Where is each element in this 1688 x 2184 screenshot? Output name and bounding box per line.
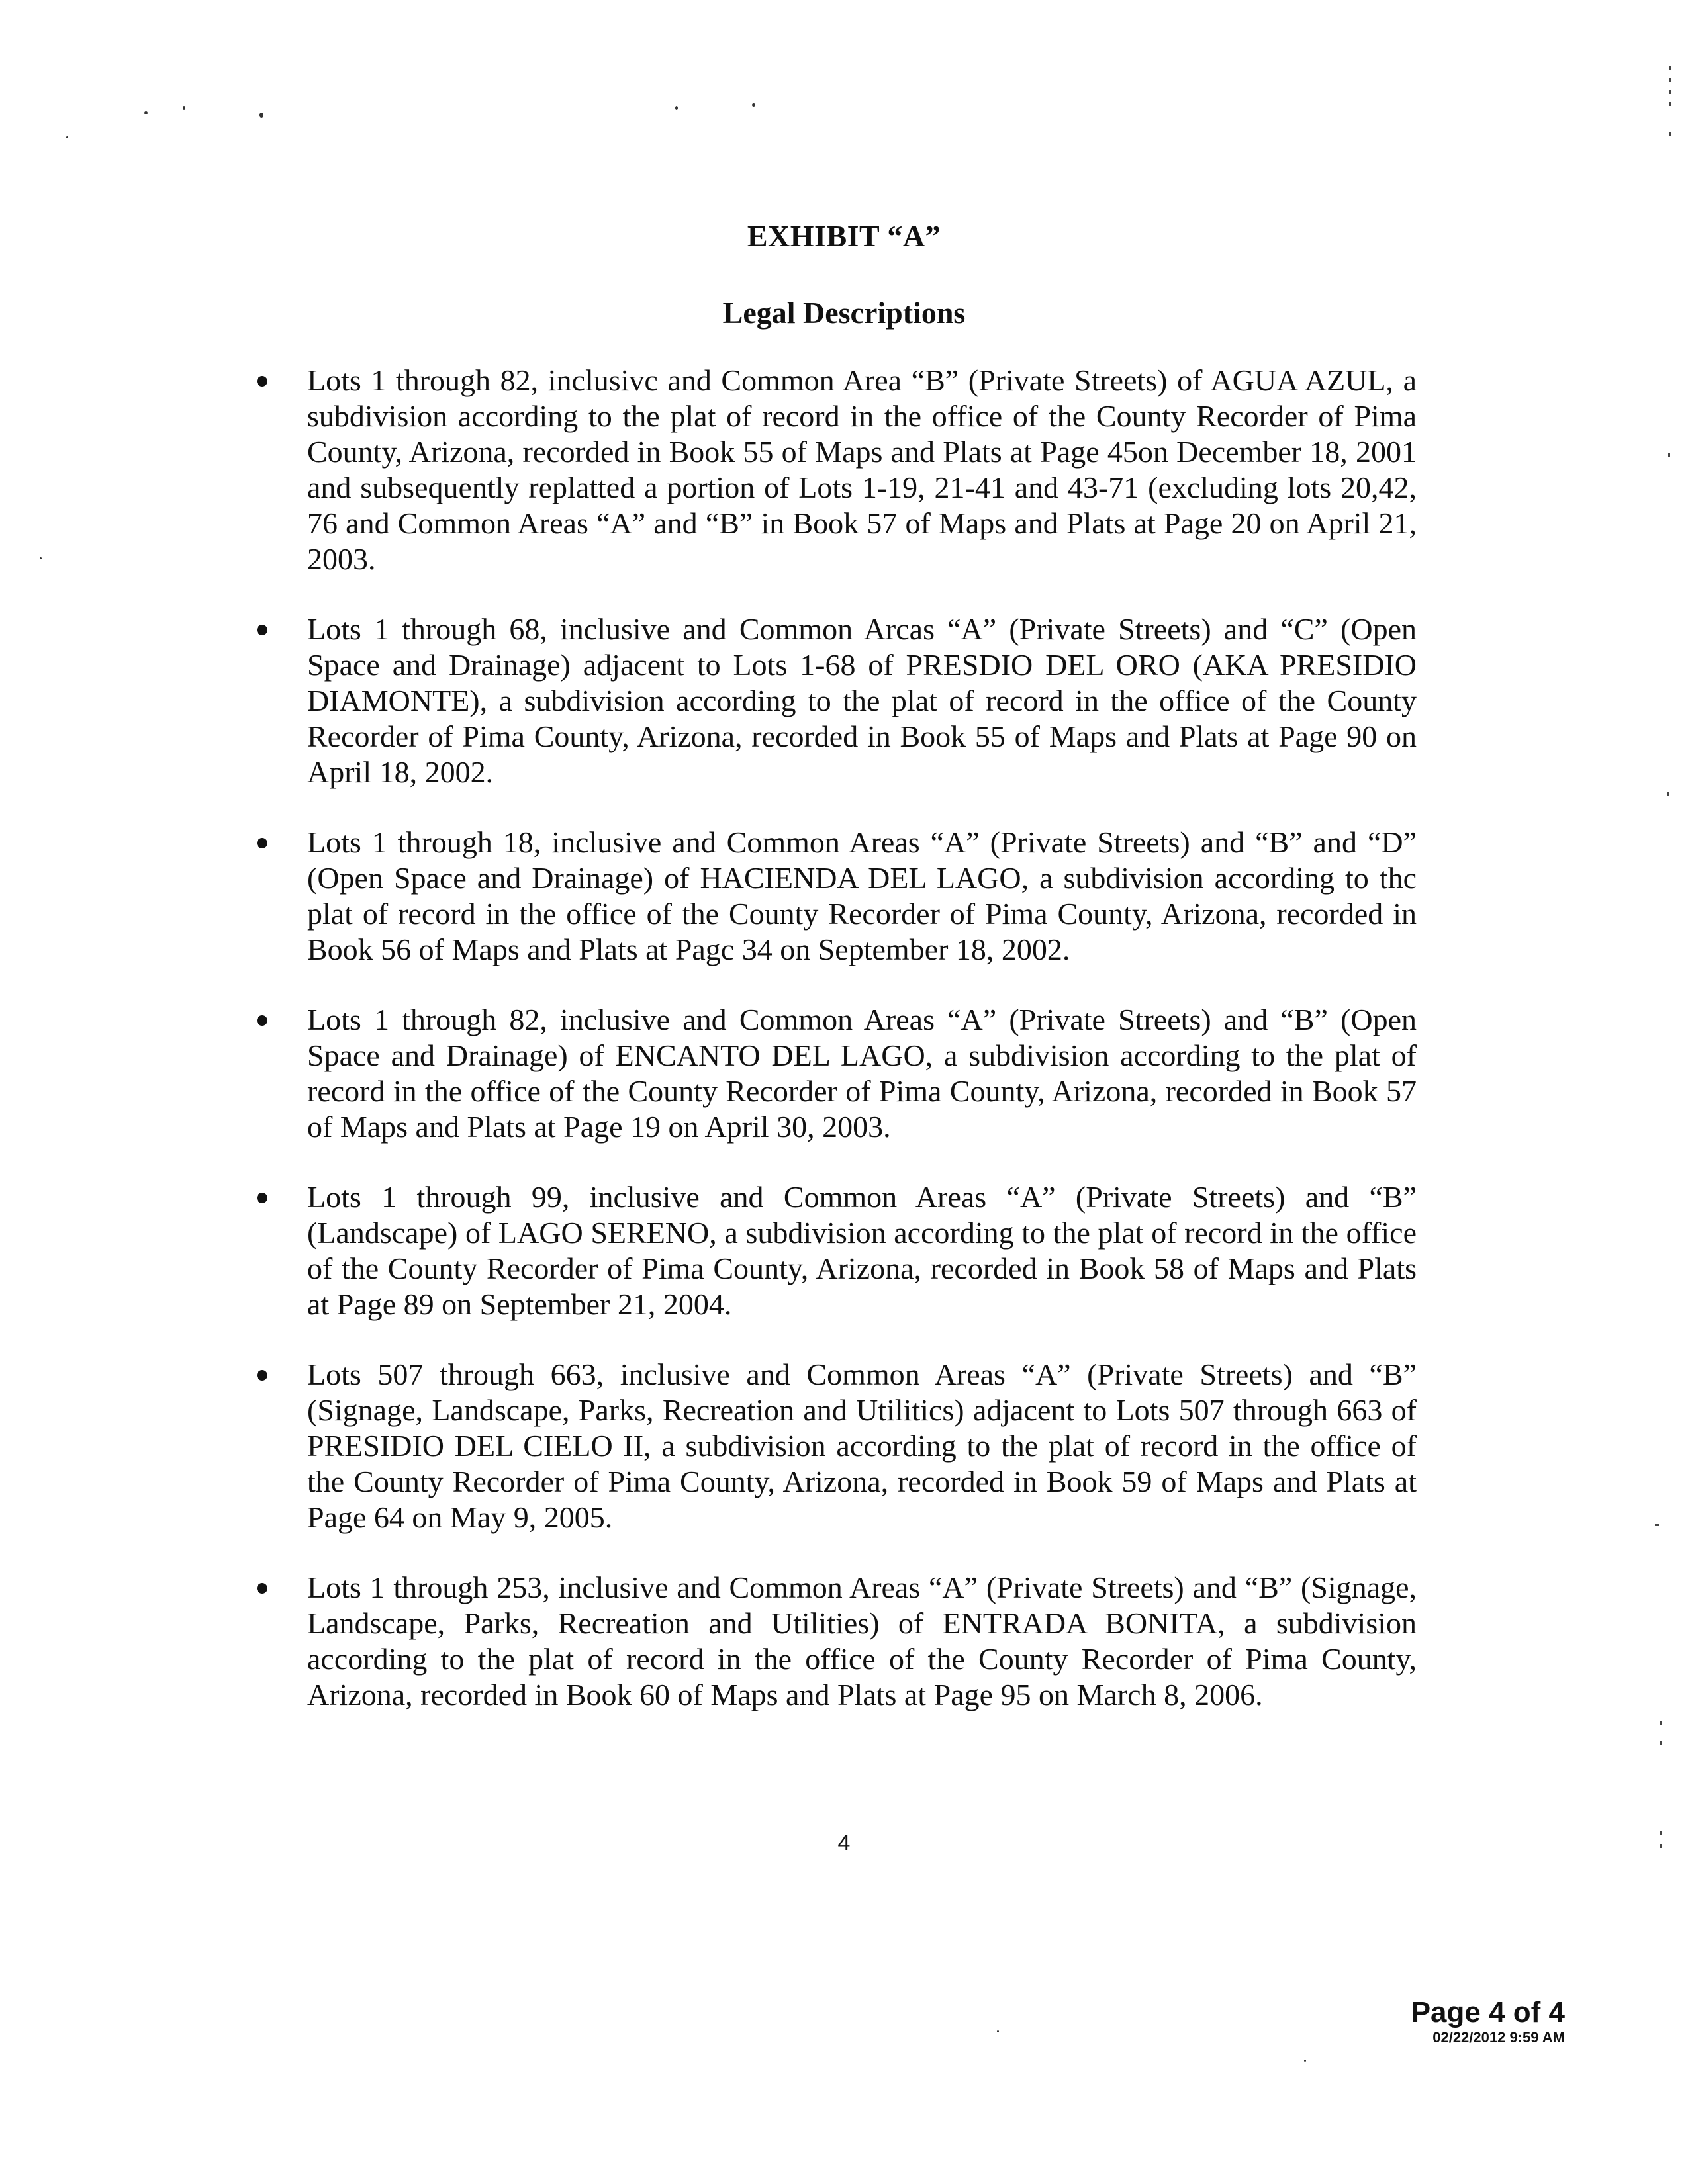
edge-mark <box>1660 1741 1662 1745</box>
edge-mark <box>1660 1721 1662 1725</box>
list-item-text: Lots 1 through 82, inclusive and Common Areas “A” (Private Streets) and “B” (Open Space and Drainage) of ENCANTO DEL LAGO, a subdivision according to the plat of record in the office of the County Recorder of Pima County, Arizona, recorded in Book 57 of Maps and Plats at Page 19 on April 30, 2003. <box>307 1003 1417 1144</box>
list-item-text: Lots 1 through 18, inclusive and Common Areas “A” (Private Streets) and “B” and “D” (Open Space and Drainage) of HACIENDA DEL LAGO, a subdivision according to thc plat of record in the office of the County Recorder of Pima County, Arizona, recorded in Book 56 of Maps and Plats at Pagc 34 on September 18, 2002. <box>307 825 1417 966</box>
edge-mark <box>1669 78 1671 82</box>
edge-mark <box>1669 132 1671 136</box>
scan-speck <box>997 2030 999 2032</box>
scan-speck <box>40 557 42 559</box>
edge-mark <box>1669 90 1671 94</box>
stamp-datetime: 02/22/2012 9:59 AM <box>1432 2029 1565 2046</box>
bullet-icon <box>257 1370 267 1381</box>
scan-speck <box>66 136 68 138</box>
bullet-icon <box>257 838 267 848</box>
edge-mark <box>1655 1524 1659 1526</box>
bullet-icon <box>257 625 267 635</box>
list-item <box>252 612 1417 790</box>
edge-mark <box>1667 792 1669 796</box>
bullet-icon <box>257 1583 267 1594</box>
scan-speck <box>144 111 148 114</box>
scan-speck <box>259 113 263 118</box>
scan-speck <box>1304 2060 1306 2062</box>
bullet-icon <box>257 1015 267 1026</box>
list-item <box>252 363 1417 577</box>
edge-mark <box>1669 66 1671 70</box>
scan-speck <box>183 106 185 110</box>
list-item-text: Lots 1 through 99, inclusive and Common Areas “A” (Private Streets) and “B” (Landscape) of LAGO SERENO, a subdivision according to the plat of record in the office of the County Recorder of Pima County, Arizona, recorded in Book 58 of Maps and Plats at Page 89 on September 21, 2004. <box>307 1180 1417 1321</box>
bullet-icon <box>257 1193 267 1203</box>
list-item <box>252 1570 1417 1713</box>
scan-speck <box>752 103 755 107</box>
list-item-text: Lots 507 through 663, inclusive and Common Areas “A” (Private Streets) and “B” (Signage, Landscape, Parks, Recreation and Utilitics) adjacent to Lots 507 through 663 of PRESIDIO DEL CIELO II, a subdivision according to the plat of record in the office of the County Recorder of Pima County, Arizona, recorded in Book 59 of Maps and Plats at Page 64 on May 9, 2005. <box>307 1357 1417 1534</box>
list-item-text: Lots 1 through 253, inclusive and Common Areas “A” (Private Streets) and “B” (Signage, Landscape, Parks, Recreation and Utilities) of ENTRADA BONITA, a subdivision according to the plat of record in the office of the County Recorder of Pima County, Arizona, recorded in Book 60 of Maps and Plats at Page 95 on March 8, 2006. <box>307 1570 1417 1711</box>
edge-mark <box>1668 453 1670 457</box>
scan-speck <box>675 106 678 110</box>
list-item <box>252 1179 1417 1322</box>
list-item <box>252 825 1417 968</box>
document-subtitle: Legal Descriptions <box>722 296 966 330</box>
list-item <box>252 1002 1417 1145</box>
document-title: EXHIBIT “A” <box>747 219 941 253</box>
recorder-stamp <box>1411 1996 1565 2046</box>
list-item-text: Lots 1 through 68, inclusive and Common Arcas “A” (Private Streets) and “C” (Open Space and Drainage) adjacent to Lots 1-68 of PRESDIO DEL ORO (AKA PRESIDIO DIAMONTE), a subdivision according to the plat of record in the office of the County Recorder of Pima County, Arizona, recorded in Book 55 of Maps and Plats at Page 90 on April 18, 2002. <box>307 612 1417 789</box>
page-number: 4 <box>837 1831 851 1856</box>
list-item-text: Lots 1 through 82, inclusivc and Common Area “B” (Private Streets) of AGUA AZUL, a subdivision according to the plat of record in the office of the County Recorder of Pima County, Arizona, recorded in Book 55 of Maps and Plats at Page 45on December 18, 2001 and subsequently replatted a portion of Lots 1-19, 21-41 and 43-71 (excluding lots 20,42, 76 and Common Areas “A” and “B” in Book 57 of Maps and Plats at Page 20 on April 21, 2003. <box>307 363 1417 576</box>
edge-mark <box>1669 102 1671 106</box>
list-item <box>252 1357 1417 1535</box>
stamp-page-label: Page 4 of 4 <box>1411 1996 1565 2028</box>
legal-descriptions-list <box>252 363 1417 1747</box>
bullet-icon <box>257 376 267 387</box>
